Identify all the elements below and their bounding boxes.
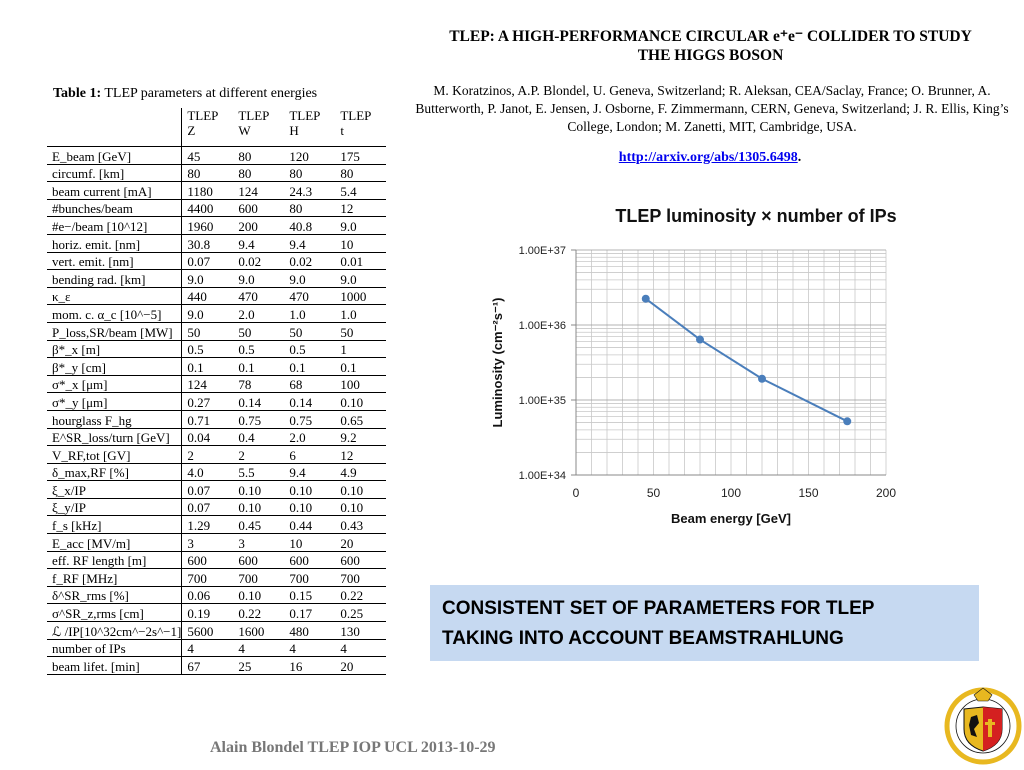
param-name-cell: hourglass F_hg: [47, 410, 182, 428]
table-row: [47, 639, 386, 657]
param-value-cell: 0.14: [284, 393, 335, 411]
param-value-cell: 0.25: [335, 604, 386, 622]
param-value-cell: 175: [335, 147, 386, 165]
param-value-cell: 0.10: [335, 498, 386, 516]
param-name-cell: mom. c. α_c [10^−5]: [47, 305, 182, 323]
param-name-cell: σ^SR_z,rms [cm]: [47, 604, 182, 622]
param-value-cell: 0.10: [284, 498, 335, 516]
parameters-table: [47, 108, 386, 675]
paper-authors: M. Koratzinos, A.P. Blondel, U. Geneva, Switzerland; R. Aleksan, CEA/Saclay, France; O. Brunner, A. Butterworth, P. Janot, E. Jensen, J. Osborne, F. Zimmermann, CERN, Geneva, Switzerland; J. R. Ellis, King’s College, London; M. Zanetti, MIT, Cambridge, USA.: [415, 83, 1009, 134]
y-tick-label: 1.00E+35: [518, 395, 566, 407]
param-value-cell: 600: [335, 551, 386, 569]
param-value-cell: 10: [335, 234, 386, 252]
param-name-cell: σ*_y [μm]: [47, 393, 182, 411]
param-value-cell: 12: [335, 199, 386, 217]
table-row: [47, 305, 386, 323]
data-point: [642, 295, 650, 303]
param-value-cell: 124: [182, 375, 234, 393]
param-value-cell: 130: [335, 622, 386, 640]
param-name-cell: E^SR_loss/turn [GeV]: [47, 428, 182, 446]
param-name-cell: beam current [mA]: [47, 182, 182, 200]
table-row: [47, 252, 386, 270]
param-name-cell: ξ_x/IP: [47, 481, 182, 499]
param-value-cell: 20: [335, 534, 386, 552]
param-name-cell: σ*_x [μm]: [47, 375, 182, 393]
param-value-cell: 1600: [233, 622, 284, 640]
param-value-cell: 50: [182, 322, 234, 340]
param-value-cell: 0.04: [182, 428, 234, 446]
param-name-cell: beam lifet. [min]: [47, 657, 182, 675]
param-value-cell: 4: [335, 639, 386, 657]
param-value-cell: 0.10: [233, 586, 284, 604]
param-value-cell: 480: [284, 622, 335, 640]
header-cell-line2: H: [289, 123, 299, 138]
param-value-cell: 0.22: [233, 604, 284, 622]
param-value-cell: 80: [335, 164, 386, 182]
table-row: [47, 428, 386, 446]
param-value-cell: 0.1: [284, 358, 335, 376]
table-row: [47, 270, 386, 288]
table-row: [47, 534, 386, 552]
param-name-cell: P_loss,SR/beam [MW]: [47, 322, 182, 340]
chart-title: TLEP luminosity × number of IPs: [615, 206, 897, 226]
header-cell-line2: W: [238, 123, 251, 138]
table-row: [47, 481, 386, 499]
param-value-cell: 200: [233, 217, 284, 235]
table-row: [47, 340, 386, 358]
conclusion-text: [442, 594, 874, 654]
param-value-cell: 700: [335, 569, 386, 587]
param-value-cell: 700: [233, 569, 284, 587]
param-name-cell: circumf. [km]: [47, 164, 182, 182]
param-value-cell: 0.75: [233, 410, 284, 428]
param-value-cell: 0.10: [233, 498, 284, 516]
table-row: [47, 446, 386, 464]
param-value-cell: 50: [233, 322, 284, 340]
table-body: [47, 147, 386, 675]
param-value-cell: 0.10: [335, 393, 386, 411]
table-row: [47, 147, 386, 165]
conclusion-box: [430, 585, 979, 661]
param-value-cell: 2.0: [233, 305, 284, 323]
param-name-cell: ℒ /IP[10^32cm^−2s^−1]: [47, 622, 182, 640]
table-row: [47, 322, 386, 340]
param-value-cell: 4.9: [335, 463, 386, 481]
param-value-cell: 12: [335, 446, 386, 464]
table-row: [47, 217, 386, 235]
x-tick-label: 200: [875, 486, 897, 500]
param-value-cell: 0.07: [182, 252, 234, 270]
table-row: [47, 358, 386, 376]
param-value-cell: 700: [182, 569, 234, 587]
table-row: [47, 604, 386, 622]
param-value-cell: 0.5: [284, 340, 335, 358]
y-tick-label: 1.00E+36: [518, 320, 566, 332]
param-value-cell: 1.29: [182, 516, 234, 534]
data-point: [758, 375, 766, 383]
y-axis-label: Luminosity (cm⁻²s⁻¹): [490, 297, 505, 428]
header-cell-line1: TLEP: [289, 108, 321, 123]
param-name-cell: vert. emit. [nm]: [47, 252, 182, 270]
param-name-cell: δ^SR_rms [%]: [47, 586, 182, 604]
table-row: [47, 393, 386, 411]
table-row: [47, 410, 386, 428]
param-name-cell: V_RF,tot [GV]: [47, 446, 182, 464]
conclusion-line1: CONSISTENT SET OF PARAMETERS FOR TLEP: [442, 598, 875, 619]
param-value-cell: 9.0: [335, 217, 386, 235]
param-value-cell: 9.0: [182, 305, 234, 323]
param-value-cell: 1.0: [284, 305, 335, 323]
param-value-cell: 6: [284, 446, 335, 464]
x-tick-label: 50: [646, 486, 661, 500]
table-row: [47, 551, 386, 569]
header-cell: [182, 108, 234, 147]
table-row: [47, 375, 386, 393]
luminosity-chart-svg: [478, 198, 918, 538]
param-value-cell: 50: [335, 322, 386, 340]
param-value-cell: 0.07: [182, 498, 234, 516]
param-value-cell: 5.5: [233, 463, 284, 481]
table-row: [47, 516, 386, 534]
param-value-cell: 9.2: [335, 428, 386, 446]
param-value-cell: 4: [233, 639, 284, 657]
param-name-cell: eff. RF length [m]: [47, 551, 182, 569]
param-value-cell: 1.0: [335, 305, 386, 323]
param-name-cell: number of IPs: [47, 639, 182, 657]
param-value-cell: 50: [284, 322, 335, 340]
luminosity-chart: [478, 198, 918, 538]
param-value-cell: 0.02: [233, 252, 284, 270]
header-cell-line2: t: [340, 123, 344, 138]
table-row: [47, 234, 386, 252]
param-value-cell: 700: [284, 569, 335, 587]
param-value-cell: 9.4: [284, 463, 335, 481]
arxiv-link[interactable]: http://arxiv.org/abs/1305.6498: [618, 150, 798, 165]
param-value-cell: 0.43: [335, 516, 386, 534]
param-name-cell: #e−/beam [10^12]: [47, 217, 182, 235]
param-value-cell: 600: [284, 551, 335, 569]
table-row: [47, 182, 386, 200]
param-value-cell: 1180: [182, 182, 234, 200]
param-value-cell: 0.10: [284, 481, 335, 499]
param-value-cell: 80: [284, 199, 335, 217]
param-value-cell: 0.1: [182, 358, 234, 376]
param-value-cell: 0.44: [284, 516, 335, 534]
y-tick-label: 1.00E+34: [518, 470, 566, 482]
param-value-cell: 2: [233, 446, 284, 464]
param-value-cell: 67: [182, 657, 234, 675]
param-value-cell: 4400: [182, 199, 234, 217]
param-value-cell: 45: [182, 147, 234, 165]
param-value-cell: 4: [284, 639, 335, 657]
param-value-cell: 0.27: [182, 393, 234, 411]
table-row: [47, 586, 386, 604]
param-value-cell: 20: [335, 657, 386, 675]
param-value-cell: 0.1: [233, 358, 284, 376]
header-cell: [335, 108, 386, 147]
param-name-cell: κ_ε: [47, 287, 182, 305]
param-value-cell: 100: [335, 375, 386, 393]
param-value-cell: 4.0: [182, 463, 234, 481]
data-point: [843, 417, 851, 425]
param-value-cell: 600: [233, 199, 284, 217]
param-value-cell: 5.4: [335, 182, 386, 200]
param-value-cell: 0.01: [335, 252, 386, 270]
header-cell-line2: Z: [187, 123, 196, 138]
header-cell-line1: TLEP: [340, 108, 372, 123]
param-value-cell: 1: [335, 340, 386, 358]
param-value-cell: 80: [284, 164, 335, 182]
param-value-cell: 16: [284, 657, 335, 675]
param-value-cell: 40.8: [284, 217, 335, 235]
header-cell-line1: TLEP: [238, 108, 270, 123]
header-param-cell: [47, 108, 182, 147]
param-value-cell: 0.71: [182, 410, 234, 428]
param-value-cell: 1960: [182, 217, 234, 235]
table-row: [47, 164, 386, 182]
university-seal-logo: [944, 685, 1022, 765]
arxiv-link-suffix: .: [797, 150, 802, 165]
param-value-cell: 68: [284, 375, 335, 393]
param-value-cell: 30.8: [182, 234, 234, 252]
param-value-cell: 470: [233, 287, 284, 305]
param-value-cell: 2: [182, 446, 234, 464]
param-value-cell: 0.10: [233, 481, 284, 499]
param-value-cell: 0.14: [233, 393, 284, 411]
table-row: [47, 657, 386, 675]
header-cell: [284, 108, 335, 147]
param-value-cell: 9.0: [284, 270, 335, 288]
param-value-cell: 5600: [182, 622, 234, 640]
param-value-cell: 80: [233, 164, 284, 182]
param-value-cell: 24.3: [284, 182, 335, 200]
param-value-cell: 9.0: [233, 270, 284, 288]
slide-footer: Alain Blondel TLEP IOP UCL 2013-10-29: [210, 739, 496, 756]
seal-icon: [944, 685, 1022, 765]
param-value-cell: 78: [233, 375, 284, 393]
table-row: [47, 498, 386, 516]
param-value-cell: 124: [233, 182, 284, 200]
param-name-cell: β*_y [cm]: [47, 358, 182, 376]
param-name-cell: #bunches/beam: [47, 199, 182, 217]
param-value-cell: 0.22: [335, 586, 386, 604]
param-value-cell: 25: [233, 657, 284, 675]
param-name-cell: bending rad. [km]: [47, 270, 182, 288]
param-value-cell: 600: [233, 551, 284, 569]
param-value-cell: 440: [182, 287, 234, 305]
table-row: [47, 569, 386, 587]
param-value-cell: 2.0: [284, 428, 335, 446]
param-value-cell: 0.10: [335, 481, 386, 499]
param-name-cell: f_s [kHz]: [47, 516, 182, 534]
param-value-cell: 10: [284, 534, 335, 552]
param-value-cell: 80: [233, 147, 284, 165]
table-caption-label: Table 1:: [53, 86, 102, 101]
x-tick-label: 100: [720, 486, 742, 500]
param-value-cell: 120: [284, 147, 335, 165]
param-value-cell: 0.02: [284, 252, 335, 270]
param-name-cell: horiz. emit. [nm]: [47, 234, 182, 252]
param-value-cell: 0.1: [335, 358, 386, 376]
param-value-cell: 9.0: [182, 270, 234, 288]
paper-title: [398, 27, 1023, 65]
param-value-cell: 0.5: [233, 340, 284, 358]
param-value-cell: 0.5: [182, 340, 234, 358]
param-value-cell: 80: [182, 164, 234, 182]
param-value-cell: 9.4: [233, 234, 284, 252]
param-value-cell: 3: [182, 534, 234, 552]
y-tick-label: 1.00E+37: [518, 245, 566, 257]
param-value-cell: 0.07: [182, 481, 234, 499]
param-value-cell: 0.06: [182, 586, 234, 604]
arxiv-link-line: [560, 150, 860, 166]
param-value-cell: 9.4: [284, 234, 335, 252]
param-value-cell: 4: [182, 639, 234, 657]
param-value-cell: 600: [182, 551, 234, 569]
table-caption-text: TLEP parameters at different energies: [101, 86, 318, 101]
param-value-cell: 470: [284, 287, 335, 305]
param-name-cell: f_RF [MHz]: [47, 569, 182, 587]
x-axis-label: Beam energy [GeV]: [671, 511, 791, 526]
header-cell: [233, 108, 284, 147]
param-value-cell: 0.65: [335, 410, 386, 428]
param-value-cell: 1000: [335, 287, 386, 305]
param-value-cell: 0.15: [284, 586, 335, 604]
param-value-cell: 9.0: [335, 270, 386, 288]
param-name-cell: E_acc [MV/m]: [47, 534, 182, 552]
param-name-cell: δ_max,RF [%]: [47, 463, 182, 481]
param-name-cell: ξ_y/IP: [47, 498, 182, 516]
param-value-cell: 0.4: [233, 428, 284, 446]
param-value-cell: 0.75: [284, 410, 335, 428]
data-point: [696, 336, 704, 344]
table-row: [47, 622, 386, 640]
table-row: [47, 287, 386, 305]
paper-title-line2: THE HIGGS BOSON: [637, 47, 784, 64]
conclusion-line2: TAKING INTO ACCOUNT BEAMSTRAHLUNG: [442, 628, 844, 649]
param-value-cell: 3: [233, 534, 284, 552]
param-value-cell: 0.17: [284, 604, 335, 622]
table-row: [47, 199, 386, 217]
x-tick-label: 150: [798, 486, 819, 500]
param-value-cell: 0.45: [233, 516, 284, 534]
table-header-row: [47, 108, 386, 147]
x-tick-label: 0: [572, 486, 580, 500]
table-caption: [53, 86, 317, 102]
header-cell-line1: TLEP: [187, 108, 219, 123]
param-name-cell: β*_x [m]: [47, 340, 182, 358]
table-row: [47, 463, 386, 481]
param-value-cell: 0.19: [182, 604, 234, 622]
paper-title-line1: TLEP: A HIGH-PERFORMANCE CIRCULAR e⁺e⁻ COLLIDER TO STUDY: [449, 28, 972, 45]
param-name-cell: E_beam [GeV]: [47, 147, 182, 165]
